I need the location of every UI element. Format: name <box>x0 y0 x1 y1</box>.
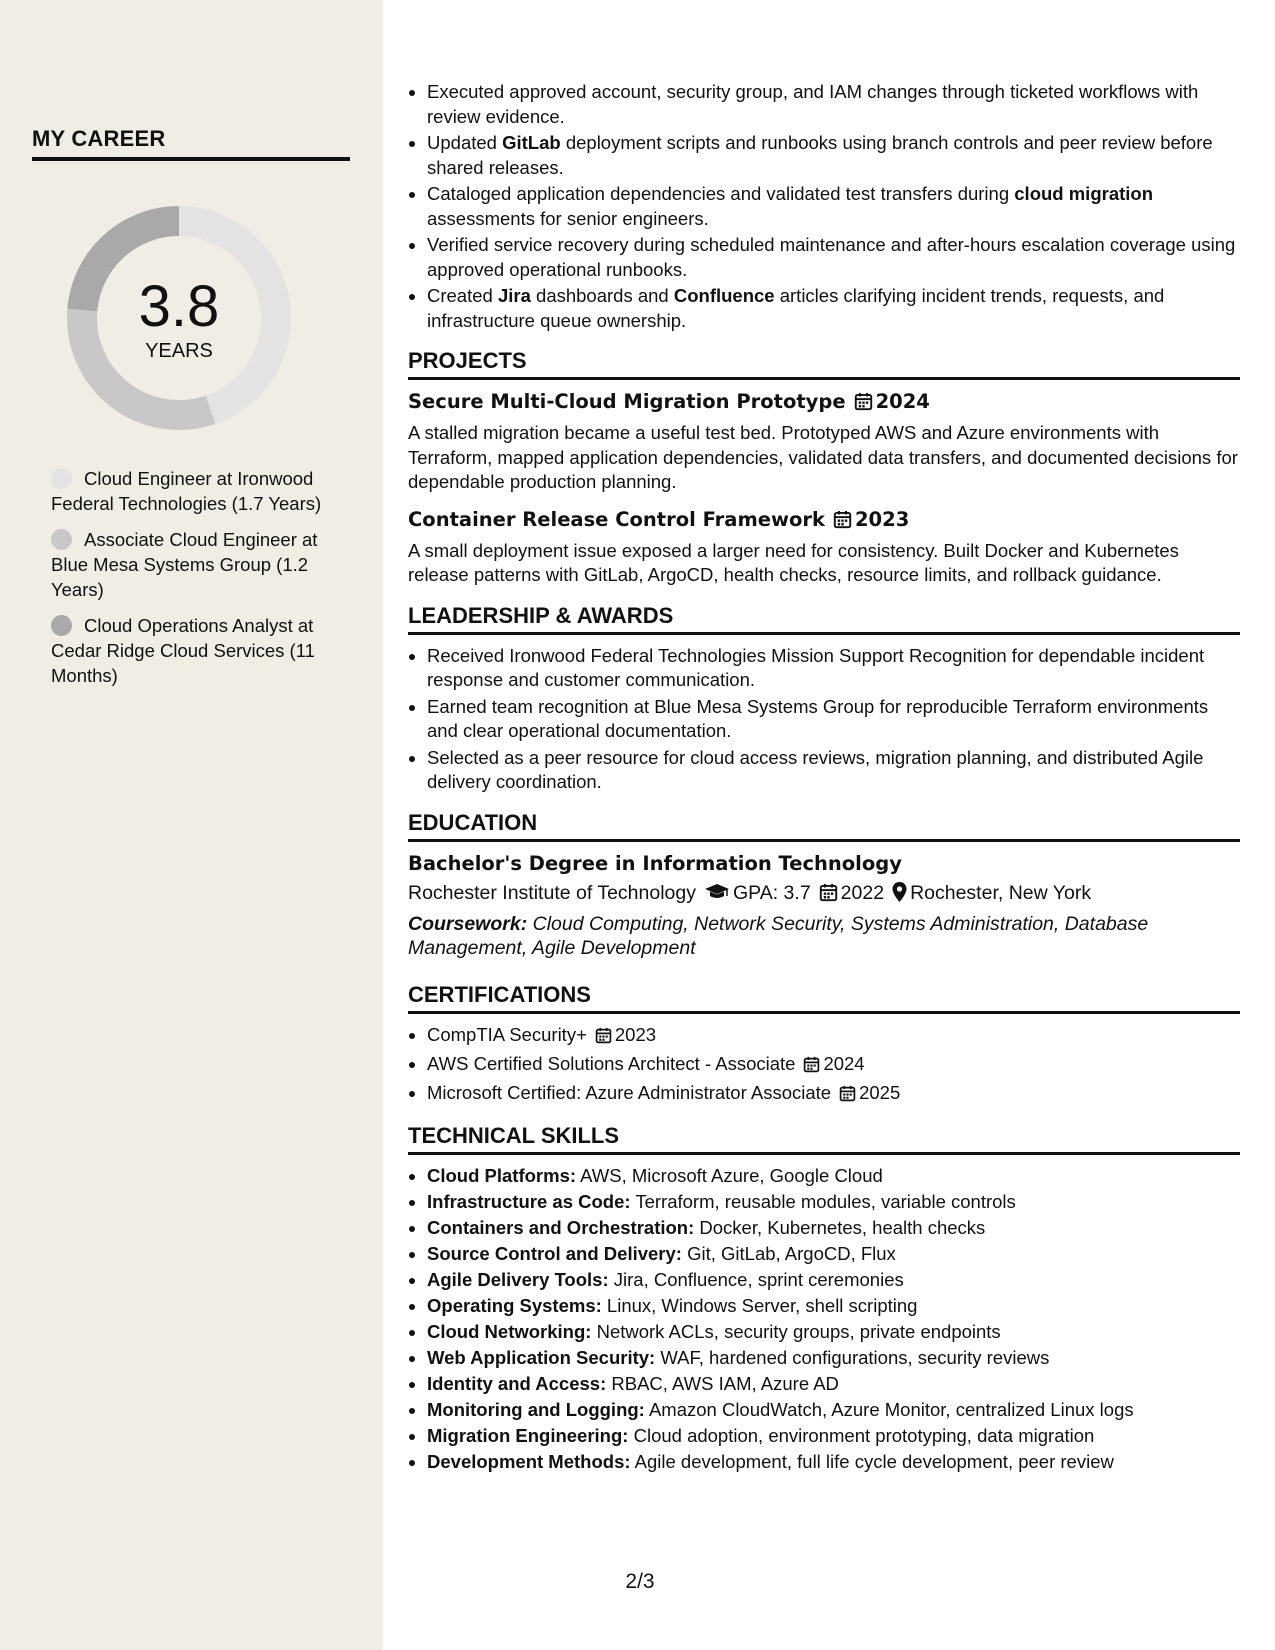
experience-bullet: • Verified service recovery during scheduled maintenance and after-hours escalation coverage using approved operational runbooks. <box>427 233 1240 282</box>
skills-heading: TECHNICAL SKILLS <box>408 1122 1240 1155</box>
list-item: • Selected as a peer resource for cloud access reviews, migration planning, and distributed Agile delivery coordination. <box>427 746 1240 795</box>
skill-item <box>427 1268 1240 1293</box>
legend-label: Cloud Engineer at Ironwood Federal Technologies (1.7 Years) <box>51 468 322 514</box>
skill-label: Cloud Networking: <box>427 1321 592 1342</box>
certification-name: Microsoft Certified: Azure Administrator Associate <box>427 1081 832 1103</box>
certification-year: 2023 <box>614 1023 657 1045</box>
calendar-icon <box>803 1055 820 1080</box>
certification-name: CompTIA Security+ <box>427 1023 587 1045</box>
skill-label: Migration Engineering: <box>427 1425 629 1446</box>
certification-year: 2025 <box>859 1081 901 1103</box>
leadership-heading: LEADERSHIP & AWARDS <box>408 602 1240 635</box>
skill-item <box>427 1242 1240 1267</box>
skill-label: Operating Systems: <box>427 1295 602 1316</box>
project-item <box>408 389 1240 495</box>
skill-label: Infrastructure as Code: <box>427 1191 631 1212</box>
project-title-text: Secure Multi-Cloud Migration Prototype <box>408 390 846 413</box>
experience-bullet: • Executed approved account, security group, and IAM changes through ticketed workflows with review evidence. <box>427 80 1240 129</box>
legend-label: Cloud Operations Analyst at Cedar Ridge Cloud Services (11 Months) <box>51 615 315 686</box>
skill-value: Jira, Confluence, sprint ceremonies <box>608 1269 904 1290</box>
gpa: GPA: 3.7 <box>732 881 811 904</box>
total-years-unit: YEARS <box>145 339 213 362</box>
project-title <box>408 389 1240 418</box>
skill-item <box>427 1372 1240 1397</box>
list-item: • Earned team recognition at Blue Mesa Systems Group for reproducible Terraform environments and clear operational documentation. <box>427 695 1240 744</box>
skill-label: Cloud Platforms: <box>427 1165 577 1186</box>
experience-bullet: • Created Jira dashboards and Confluence articles clarifying incident trends, requests, and infrastructure queue ownership. <box>427 284 1240 333</box>
project-title <box>408 507 1240 536</box>
skill-item <box>427 1190 1240 1215</box>
skill-label: Monitoring and Logging: <box>427 1399 645 1420</box>
career-legend <box>51 466 331 699</box>
experience-bullet: • Updated GitLab deployment scripts and runbooks using branch controls and peer review before shared releases. <box>427 131 1240 180</box>
donut-center <box>66 205 292 431</box>
location-pin-icon <box>892 882 907 910</box>
legend-item <box>51 527 331 602</box>
projects-heading: PROJECTS <box>408 347 1240 380</box>
skill-label: Development Methods: <box>427 1451 631 1472</box>
keyword: Confluence <box>673 285 775 306</box>
graduation-year: 2022 <box>840 881 885 904</box>
skill-label: Web Application Security: <box>427 1347 656 1368</box>
degree-title: Bachelor's Degree in Information Technology <box>408 851 902 875</box>
coursework-label: Coursework: <box>408 912 528 935</box>
experience-bullet: • Cataloged application dependencies and validated test transfers during cloud migration assessments for senior engineers. <box>427 182 1240 231</box>
legend-label: Associate Cloud Engineer at Blue Mesa Systems Group (1.2 Years) <box>51 529 318 600</box>
skill-value: RBAC, AWS IAM, Azure AD <box>606 1373 839 1394</box>
legend-dot <box>51 615 72 636</box>
skill-item <box>427 1164 1240 1189</box>
skill-label: Containers and Orchestration: <box>427 1217 695 1238</box>
skill-item <box>427 1216 1240 1241</box>
coursework <box>408 912 1240 961</box>
certification-name: AWS Certified Solutions Architect - Associate <box>427 1052 796 1074</box>
experience-bullets <box>408 80 1240 333</box>
coursework-list: Cloud Computing, Network Security, Systems Administration, Database Management, Agile Development <box>408 912 1149 959</box>
certification-item <box>427 1052 1240 1080</box>
keyword: GitLab <box>502 132 561 153</box>
project-title-text: Container Release Control Framework <box>408 507 825 531</box>
skill-value: Amazon CloudWatch, Azure Monitor, centralized Linux logs <box>644 1399 1134 1420</box>
skill-value: Docker, Kubernetes, health checks <box>694 1217 986 1238</box>
skill-item <box>427 1320 1240 1345</box>
education-details <box>408 879 1240 910</box>
keyword: Jira <box>497 285 531 306</box>
calendar-icon <box>819 882 838 910</box>
skill-item <box>427 1398 1240 1423</box>
main-content <box>408 80 1240 1476</box>
skill-value: Git, GitLab, ArgoCD, Flux <box>681 1243 896 1264</box>
calendar-icon <box>854 392 873 418</box>
skill-value: Linux, Windows Server, shell scripting <box>601 1295 918 1316</box>
project-year: 2023 <box>854 507 910 531</box>
project-description: A stalled migration became a useful test bed. Prototyped AWS and Azure environments with Terraform, mapped application dependencies, validated data transfers, and documented decisions for dependable production planning. <box>408 422 1238 492</box>
skill-item <box>427 1450 1240 1475</box>
legend-item <box>51 466 331 516</box>
skill-label: Identity and Access: <box>427 1373 607 1394</box>
project-item <box>408 507 1240 588</box>
skill-value: WAF, hardened configurations, security reviews <box>655 1347 1050 1368</box>
skill-value: AWS, Microsoft Azure, Google Cloud <box>576 1165 883 1186</box>
skill-value: Network ACLs, security groups, private endpoints <box>591 1321 1001 1342</box>
legend-dot <box>51 529 72 550</box>
calendar-icon <box>833 510 852 536</box>
keyword: cloud migration <box>1014 183 1154 204</box>
calendar-icon <box>839 1084 856 1109</box>
project-year: 2024 <box>875 390 930 413</box>
school-location: Rochester, New York <box>910 881 1092 904</box>
legend-dot <box>51 468 72 489</box>
certification-item <box>427 1023 1240 1051</box>
skill-item <box>427 1424 1240 1449</box>
skill-value: Cloud adoption, environment prototyping, data migration <box>628 1425 1095 1446</box>
legend-item <box>51 613 331 688</box>
education-heading: EDUCATION <box>408 809 1240 842</box>
certification-item <box>427 1081 1240 1109</box>
skill-label: Source Control and Delivery: <box>427 1243 682 1264</box>
certification-year: 2024 <box>823 1052 865 1074</box>
skill-item <box>427 1346 1240 1371</box>
certifications-list <box>408 1023 1240 1109</box>
certifications-heading: CERTIFICATIONS <box>408 981 1240 1014</box>
leadership-list <box>408 644 1240 795</box>
skill-item <box>427 1294 1240 1319</box>
list-item: • Received Ironwood Federal Technologies Mission Support Recognition for dependable incident response and customer communication. <box>427 644 1240 693</box>
career-heading: MY CAREER <box>32 126 350 161</box>
total-years-value: 3.8 <box>138 273 220 339</box>
skill-value: Agile development, full life cycle development, peer review <box>630 1451 1114 1472</box>
page-number: 2/3 <box>625 1570 655 1593</box>
school-name: Rochester Institute of Technology <box>408 881 696 904</box>
sidebar <box>0 0 383 1650</box>
skill-label: Agile Delivery Tools: <box>427 1269 609 1290</box>
calendar-icon <box>595 1026 612 1051</box>
skill-value: Terraform, reusable modules, variable controls <box>630 1191 1016 1212</box>
project-description: A small deployment issue exposed a larger need for consistency. Built Docker and Kubernetes release patterns with GitLab, ArgoCD, health checks, resource limits, and rollback guidance. <box>408 539 1179 585</box>
graduation-cap-icon <box>704 882 730 910</box>
skills-list <box>408 1164 1240 1475</box>
